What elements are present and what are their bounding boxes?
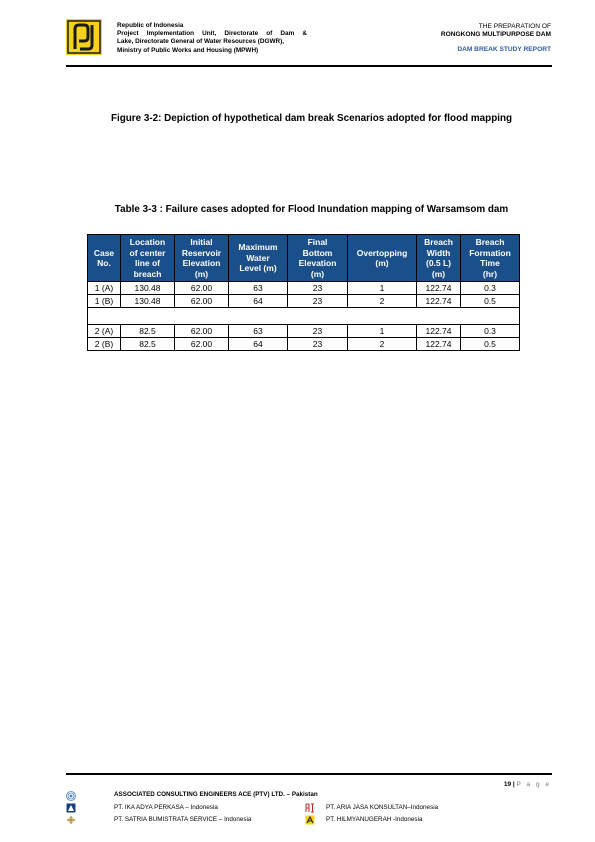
col-header-initial-elevation: Initial Reservoir Elevation (m) <box>175 235 229 282</box>
cell-final-bottom: 23 <box>288 325 348 338</box>
issuer-line-4: Ministry of Public Works and Housing (MPWH) <box>117 46 259 54</box>
spacer-cell <box>88 308 520 325</box>
cell-location: 130.48 <box>121 295 175 308</box>
cell-overtopping: 1 <box>348 325 417 338</box>
cell-breach-width: 122.74 <box>417 325 461 338</box>
aria-logo-icon <box>305 803 315 813</box>
issuer-line-1: Republic of Indonesia <box>117 22 184 29</box>
ika-logo-icon <box>66 803 76 813</box>
col-header-breach-time: Breach Formation Time (hr) <box>461 235 520 282</box>
cell-breach-width: 122.74 <box>417 338 461 351</box>
cell-breach-time: 0.5 <box>461 338 520 351</box>
cell-breach-time: 0.3 <box>461 282 520 295</box>
table-row <box>88 325 520 338</box>
cell-final-bottom: 23 <box>288 282 348 295</box>
table-caption: Table 3-3 : Failure cases adopted for Flood Inundation mapping of Warsamsom dam <box>114 204 509 215</box>
cell-initial-elevation: 62.00 <box>175 295 229 308</box>
hilmy-logo-icon <box>305 815 315 825</box>
cell-initial-elevation: 62.00 <box>175 282 229 295</box>
project-line-1: THE PREPARATION OF <box>478 23 551 30</box>
cell-overtopping: 2 <box>348 295 417 308</box>
col-header-location: Location of center line of breach <box>121 235 175 282</box>
project-line-2: RONGKONG MULTIPURPOSE DAM <box>440 31 551 39</box>
cell-initial-elevation: 62.00 <box>175 325 229 338</box>
page-number <box>504 781 551 788</box>
col-header-breach-width: Breach Width (0.5 L) (m) <box>417 235 461 282</box>
cell-location: 82.5 <box>121 338 175 351</box>
cell-initial-elevation: 62.00 <box>175 338 229 351</box>
failure-cases-table <box>87 234 520 351</box>
header-divider <box>66 65 552 67</box>
cell-case: 2 (A) <box>88 325 121 338</box>
cell-max-water-level: 64 <box>229 295 288 308</box>
header-project <box>441 23 551 54</box>
col-header-case: Case No. <box>88 235 121 282</box>
cell-breach-time: 0.5 <box>461 295 520 308</box>
cell-max-water-level: 63 <box>229 282 288 295</box>
page-number-value: 19 <box>503 781 512 788</box>
cell-breach-width: 122.74 <box>417 282 461 295</box>
issuer-line-2: Project Implementation Unit, Directorate of Dam & <box>117 30 307 38</box>
cell-location: 130.48 <box>121 282 175 295</box>
table-header-row <box>88 235 520 282</box>
cell-case: 2 (B) <box>88 338 121 351</box>
cell-overtopping: 2 <box>348 338 417 351</box>
table-row <box>88 338 520 351</box>
table-spacer-row <box>88 308 520 325</box>
partner-aria: PT. ARIA JASA KONSULTAN–Indonesia <box>326 804 439 811</box>
cell-final-bottom: 23 <box>288 338 348 351</box>
partner-ika: PT. IKA ADYA PERKASA – Indonesia <box>114 804 218 811</box>
cell-case: 1 (B) <box>88 295 121 308</box>
col-header-overtopping: Overtopping (m) <box>348 235 417 282</box>
table-row <box>88 295 520 308</box>
cell-max-water-level: 63 <box>229 325 288 338</box>
table-row <box>88 282 520 295</box>
partner-hilmy: PT. HILMYANUGERAH -Indonesia <box>326 816 423 823</box>
footer-company: ASSOCIATED CONSULTING ENGINEERS ACE (PTV) LTD. – Pakistan <box>114 791 318 798</box>
page-separator: | <box>511 781 517 788</box>
footer-divider <box>66 773 552 775</box>
ace-logo-icon <box>66 791 76 801</box>
figure-caption: Figure 3-2: Depiction of hypothetical dam break Scenarios adopted for flood mapping <box>110 113 513 124</box>
cell-case: 1 (A) <box>88 282 121 295</box>
cell-overtopping: 1 <box>348 282 417 295</box>
report-title: DAM BREAK STUDY REPORT <box>457 45 551 53</box>
header-issuer <box>117 22 307 55</box>
cell-location: 82.5 <box>121 325 175 338</box>
issuer-line-3: Lake, Directorate General of Water Resources (DGWR), <box>117 38 285 46</box>
cell-final-bottom: 23 <box>288 295 348 308</box>
ministry-logo-icon <box>66 19 102 55</box>
page-word: P a g e <box>516 781 551 788</box>
partner-satria: PT. SATRIA BUMISTRATA SERVICE – Indonesia <box>114 816 252 823</box>
satria-logo-icon <box>66 815 76 825</box>
cell-breach-width: 122.74 <box>417 295 461 308</box>
col-header-final-bottom: Final Bottom Elevation (m) <box>288 235 348 282</box>
col-header-max-water-level: Maximum Water Level (m) <box>229 235 288 282</box>
cell-max-water-level: 64 <box>229 338 288 351</box>
cell-breach-time: 0.3 <box>461 325 520 338</box>
